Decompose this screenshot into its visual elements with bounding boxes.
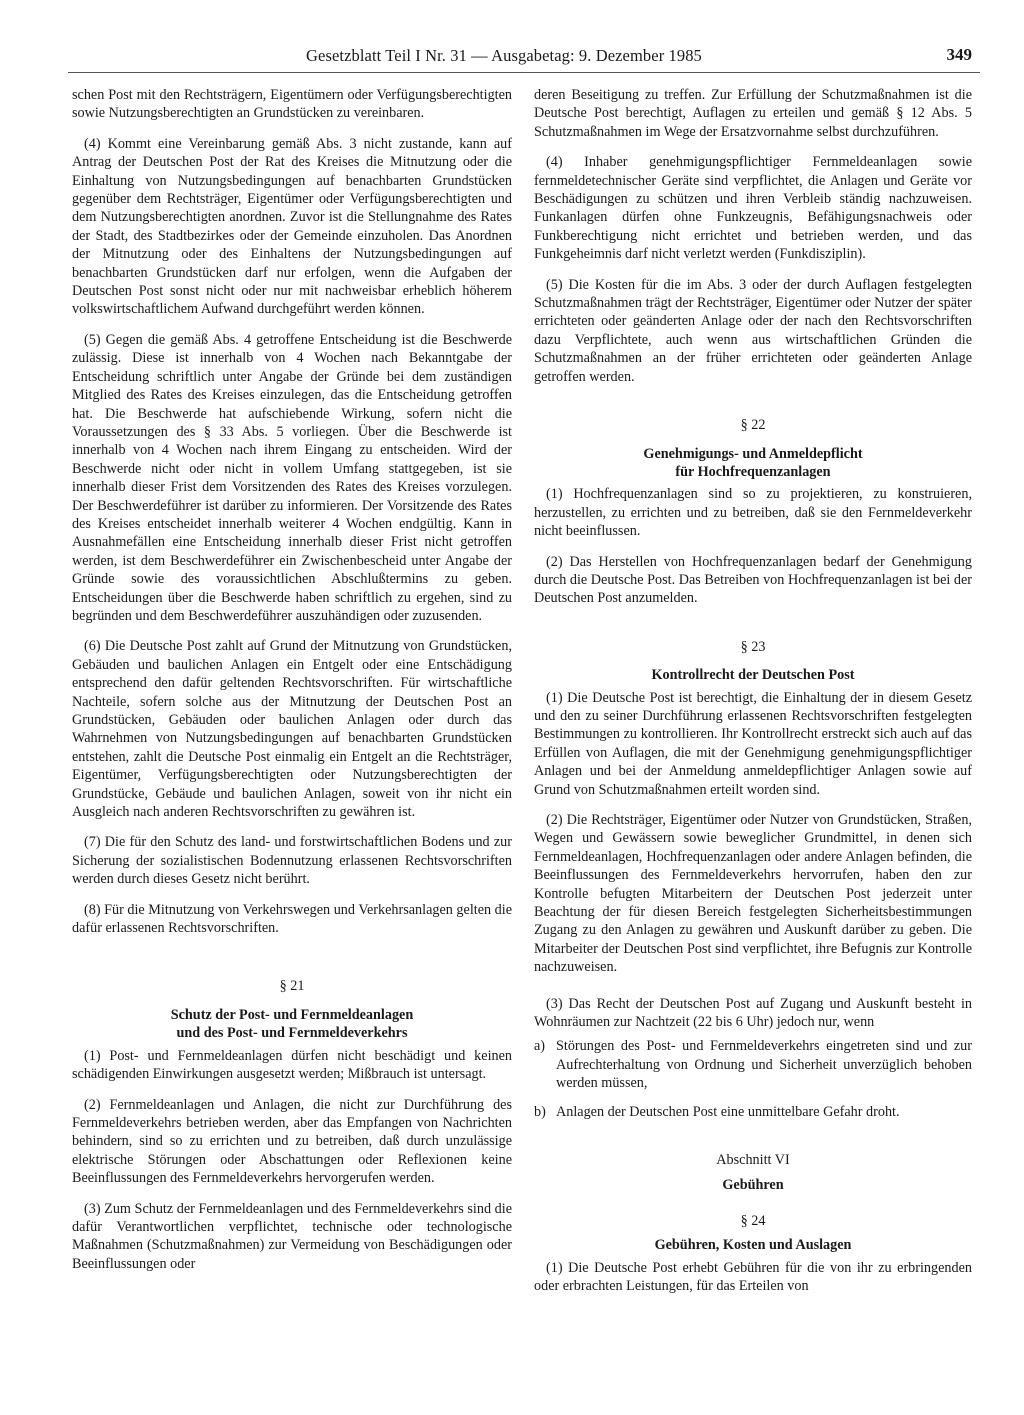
section-title: Kontrollrecht der Deutschen Post [651, 667, 855, 684]
paragraph: (5) Gegen die gemäß Abs. 4 getroffene Entscheidung ist die Beschwerde zulässig. Diese ist innerhalb von 4 Wochen nach Bekanntgabe der Entscheidung schriftlich unter Angabe der Gründe bei dem zuständigen Mitglied des Rates des Kreises einzulegen, das die Entscheidung getroffen hat. Die Beschwerde hat aufschiebende Wirkung, sofern nicht die Voraussetzungen des § 33 Abs. 5 vorliegen. Über die Beschwerde ist innerhalb von 4 Wochen nach ihrem Eingang zu entscheiden. Wird der Beschwerde nicht oder nicht in vollem Umfang stattgegeben, ist sie innerhalb dieser Frist dem Vorsitzenden des Rates des Kreises vorzulegen. Der Beschwerdeführer ist darüber zu informieren. Der Vorsitzende des Rates des Kreises entscheidet innerhalb weiterer 4 Wochen endgültig. Kann in Ausnahmefällen eine Entscheidung innerhalb dieser Frist nicht getroffen werden, ist dem Beschwerdeführer ein Zwischenbescheid unter Angabe der Gründe sowie des voraussichtlichen Abschlußtermins zu geben. Entscheidungen über die Beschwerde haben schriftlich zu ergehen, sind zu begründen und dem Beschwerdeführer auszuhändigen oder zuzusenden. [72, 331, 512, 624]
right-column [534, 86, 972, 1308]
page-header [68, 44, 980, 70]
section-title [72, 1006, 512, 1043]
section-number: § 22 [740, 417, 766, 434]
paragraph: (4) Kommt eine Vereinbarung gemäß Abs. 3 nicht zustande, kann auf Antrag der Deutschen Post der Rat des Kreises die Mitnutzung oder die Einhaltung von Nutzungsbedingungen auf benachbarten Grundstücken gegenüber dem Rechtsträger, Eigentümer oder Verfügungsberechtigten und dem Nutzungsberechtigten anordnen. Zuvor ist die Stellungnahme des Rates der Stadt, des Stadtbezirkes oder der Gemeinde einzuholen. Das Anordnen der Mitnutzung oder des Einhaltens der Nutzungsbedingungen auf benachbarten Grundstücken darf nur erfolgen, wenn die Aufgaben der Deutschen Post sonst nicht oder nur mit nachweisbar erheblich höherem volkswirtschaftlichem Aufwand durchgeführt werden können. [72, 135, 512, 318]
paragraph: (2) Das Herstellen von Hochfrequenzanlagen bedarf der Genehmigung durch die Deutsche Post. Das Betreiben von Hochfrequenzanlagen ist bei der Deutschen Post anzumelden. [534, 553, 972, 607]
section-title: Gebühren, Kosten und Auslagen [654, 1237, 852, 1254]
section-title-line: für Hochfrequenzanlagen [675, 463, 831, 480]
paragraph: schen Post mit den Rechtsträgern, Eigentümern oder Verfügungsberechtigten sowie Nutzungsberechtigten an Grundstücken zu vereinbaren. [72, 87, 512, 122]
paragraph: (8) Für die Mitnutzung von Verkehrswegen und Verkehrsanlagen gelten die dafür erlassenen Rechtsvorschriften. [72, 901, 512, 937]
section-number: § 21 [279, 978, 305, 995]
section-number: § 24 [740, 1212, 766, 1229]
section-title: Gebühren [722, 1176, 784, 1193]
list-marker: b) [534, 1103, 546, 1120]
paragraph: (1) Die Deutsche Post ist berechtigt, die Einhaltung der in diesem Gesetz und den zu seiner Durchführung erlassenen Rechtsvorschriften festgelegten Bestimmungen zu kontrollieren. Ihr Kontrollrecht erstreckt sich auch auf das Erfüllen von Auflagen, die mit der Genehmigung genehmigungspflichtiger Anlagen und bei der Anmeldung anmeldepflichtiger Anlagen sowie auf Grund von Schutzmaßnahmen erteilt worden sind. [534, 689, 972, 798]
paragraph: (1) Hochfrequenzanlagen sind so zu projektieren, zu konstruieren, herzustellen, zu errichten und zu betreiben, daß sie den Fernmeldeverkehr nicht beeinflussen. [534, 486, 972, 540]
paragraph: (3) Das Recht der Deutschen Post auf Zugang und Auskunft besteht in Wohnräumen zur Nachtzeit (22 bis 6 Uhr) jedoch nur, wenn [534, 995, 972, 1031]
paragraph: (6) Die Deutsche Post zahlt auf Grund der Mitnutzung von Grundstücken, Gebäuden und baulichen Anlagen ein Entgelt oder eine Entschädigung entsprechend den dafür geltenden Rechtsvorschriften. Für wirtschaftliche Nachteile, sofern solche aus der Mitnutzung der Deutschen Post an Grundstücken, Gebäuden oder baulichen Anlagen oder durch das Wahrnehmen von Nutzungsbedingungen auf benachbarten Grundstücken entstehen, zahlt die Deutsche Post einmalig ein Entgelt an die Rechtsträger, Eigentümer, Verfügungsberechtigten oder Nutzungsberechtigten der Grundstücke, Gebäude und baulichen Anlagen, soweit von ihr nicht ein Ausgleich nach anderen Rechtsvorschriften zu gewähren ist. [72, 638, 512, 821]
section-title-line: Genehmigungs- und Anmeldepflicht [643, 445, 863, 462]
paragraph: (7) Die für den Schutz des land- und forstwirtschaftlichen Bodens und zur Sicherung der sozialistischen Bodennutzung erlassenen Rechtsvorschriften werden durch dieses Gesetz nicht berührt. [72, 834, 512, 888]
header-rule [68, 72, 980, 73]
section-number: § 23 [740, 638, 766, 655]
list-text: Störungen des Post- und Fernmeldeverkehrs eingetreten sind und zur Aufrechterhaltung von Ordnung und Sicherheit unverzüglich behoben werden müssen, [556, 1038, 972, 1092]
section-title [534, 445, 972, 482]
paragraph: (2) Fernmeldeanlagen und Anlagen, die nicht zur Durchführung des Fernmeldeverkehrs betrieben werden, aber das Empfangen von Nachrichten behindern, sind so zu errichten und zu betreiben, daß durch unzulässige elektrische Störungen oder Abschattungen oder Reflexionen keine Beeinflussungen des Fernmeldeverkehrs hervorgerufen werden. [72, 1096, 512, 1187]
list-marker: a) [534, 1038, 546, 1055]
paragraph: (4) Inhaber genehmigungspflichtiger Fernmeldeanlagen sowie fernmeldetechnischer Geräte sind verpflichtet, die Anlagen und Geräte vor Beschädigungen zu schützen und ihren Verbleib ständig nachzuweisen. Funkanlagen dürfen ohne Funkzeugnis, Befähigungsnachweis oder Funkberechtigung nicht errichtet und betrieben werden, und das Funkgeheimnis darf nicht verletzt werden (Funkdisziplin). [534, 154, 972, 263]
paragraph: (5) Die Kosten für die im Abs. 3 oder der durch Auflagen festgelegten Schutzmaßnahmen trägt der Rechtsträger, Eigentümer oder Nutzer der später errichteten oder geänderten Anlage oder der nach den Rechtsvorschriften dazu Verpflichtete, auch wenn aus wirtschaftlichen Gründen die Schutzmaßnahmen an der früher errichteten oder geänderten Anlage getroffen werden. [534, 276, 972, 385]
left-column [72, 86, 512, 1285]
page-number: 349 [946, 45, 972, 64]
section-title-line: Schutz der Post- und Fernmeldeanlagen [170, 1006, 414, 1023]
paragraph: deren Beseitigung zu treffen. Zur Erfüllung der Schutzmaßnahmen ist die Deutsche Post berechtigt, Auflagen zu erteilen und gemäß § 12 Abs. 5 Schutzmaßnahmen im Wege der Ersatzvornahme selbst durchzuführen. [534, 87, 972, 140]
list-item [534, 1103, 972, 1121]
list-item [534, 1037, 972, 1092]
paragraph: (2) Die Rechtsträger, Eigentümer oder Nutzer von Grundstücken, Straßen, Wegen und Gewässern sowie beweglicher Grundmittel, in denen sich Fernmeldeanlagen, Hochfrequenzanlagen oder andere Anlagen befinden, die Beeinflussungen des Fernmeldeverkehrs hervorrufen, haben den zur Kontrolle befugten Mitarbeitern der Deutschen Post jederzeit unter Beachtung der für diesen Bereich festgelegten Sicherheitsbestimmungen Zugang zu den Anlagen zu gewähren und Auskunft darüber zu geben. Die Mitarbeiter der Deutschen Post sind verpflichtet, ihre Befugnis zur Kontrolle nachzuweisen. [534, 812, 972, 976]
list-text: Anlagen der Deutschen Post eine unmittelbare Gefahr droht. [556, 1103, 900, 1120]
section-title-line: und des Post- und Fernmeldeverkehrs [176, 1025, 408, 1042]
section-heading: Abschnitt VI [716, 1152, 790, 1169]
paragraph: (3) Zum Schutz der Fernmeldeanlagen und des Fernmeldeverkehrs sind die dafür Verantwortlichen verpflichtet, technische oder technologische Maßnahmen (Schutzmaßnahmen) zur Vermeidung von Beschädigungen oder Beeinflussungen oder [72, 1200, 512, 1272]
paragraph: (1) Die Deutsche Post erhebt Gebühren für die von ihr zu erbringenden oder erbrachten Leistungen, für das Erteilen von [534, 1259, 972, 1295]
paragraph: (1) Post- und Fernmeldeanlagen dürfen nicht beschädigt und keinen schädigenden Einwirkungen ausgesetzt werden; Mißbrauch ist untersagt. [72, 1047, 512, 1083]
header-title: Gesetzblatt Teil I Nr. 31 — Ausgabetag: 9. Dezember 1985 [306, 46, 702, 65]
